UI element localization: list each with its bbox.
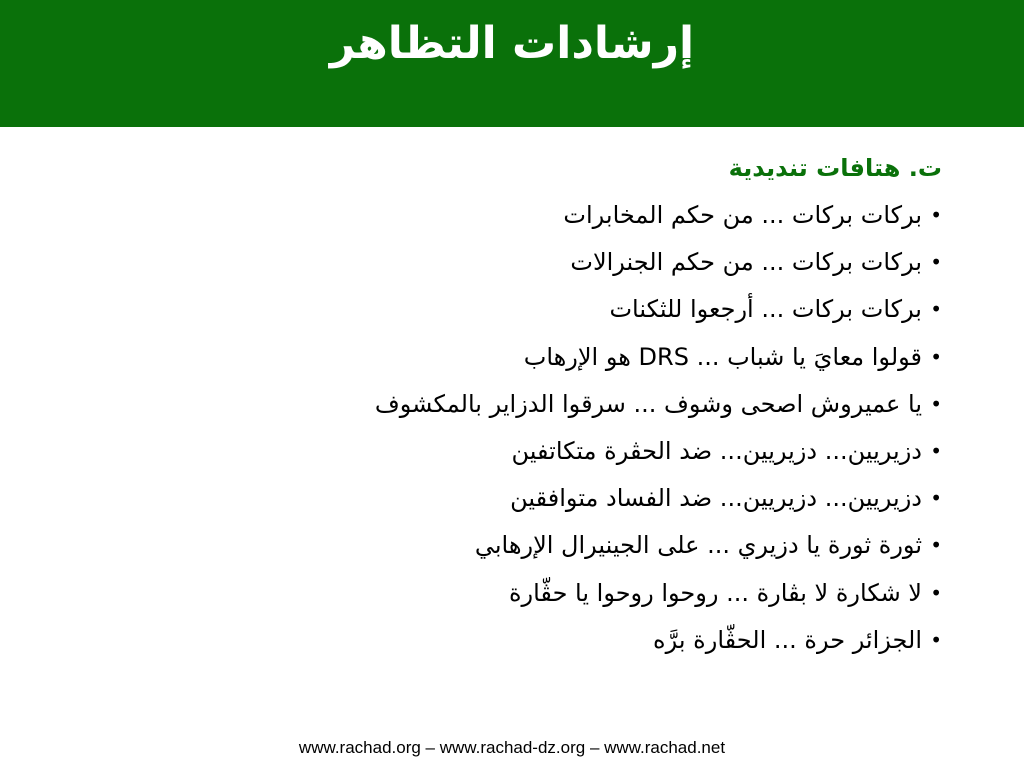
bullet-icon: •: [930, 203, 942, 227]
bullet-text: الجزائر حرة ... الحڤّارة برَّه: [653, 625, 922, 654]
bullet-icon: •: [930, 391, 942, 416]
bullet-item: [122, 239, 942, 286]
bullet-item: [122, 570, 942, 617]
title-bar: [0, 0, 1024, 127]
bullet-icon: •: [930, 297, 942, 322]
footer-links: www.rachad.org – www.rachad-dz.org – www.rachad.net: [298, 738, 726, 757]
bullet-icon: •: [930, 344, 942, 369]
section-subtitle: ت. هتافات تنديدية: [728, 154, 942, 182]
bullet-text: قولوا معايَ يا شباب ... DRS هو الإرهاب: [523, 342, 922, 371]
bullet-text: دزيريين... دزيريين... ضد الفساد متوافقين: [510, 484, 922, 513]
bullet-item: [122, 475, 942, 522]
bullet-list: [122, 192, 942, 664]
bullet-text: يا عميروش اصحى وشوف ... سرقوا الدزاير بالمكشوف: [374, 389, 922, 418]
bullet-icon: •: [930, 250, 942, 275]
bullet-text: ثورة ثورة يا دزيري ... على الجينيرال الإرهابي: [474, 531, 922, 560]
bullet-icon: •: [930, 627, 942, 652]
slide-title: إرشادات التظاهر: [329, 18, 695, 69]
bullet-item: [122, 381, 942, 428]
slide-content: [122, 146, 942, 664]
bullet-item: [122, 522, 942, 569]
bullet-item: [122, 334, 942, 381]
bullet-icon: •: [930, 580, 942, 605]
bullet-text: لا شكارة لا بڤارة ... روحوا روحوا يا حڤّارة: [508, 578, 922, 607]
bullet-item: [122, 286, 942, 333]
bullet-icon: •: [930, 439, 942, 464]
bullet-text: بركات بركات ... أرجعوا للثكنات: [609, 295, 922, 324]
bullet-text: بركات بركات ... من حكم الجنرالات: [570, 248, 922, 277]
bullet-item: [122, 192, 942, 239]
bullet-icon: •: [930, 486, 942, 511]
bullet-item: [122, 617, 942, 664]
bullet-text: دزيريين... دزيريين... ضد الحڤرة متكاتفين: [511, 437, 922, 466]
bullet-icon: •: [930, 533, 942, 558]
bullet-item: [122, 428, 942, 475]
bullet-text: بركات بركات ... من حكم المخابرات: [563, 201, 922, 229]
